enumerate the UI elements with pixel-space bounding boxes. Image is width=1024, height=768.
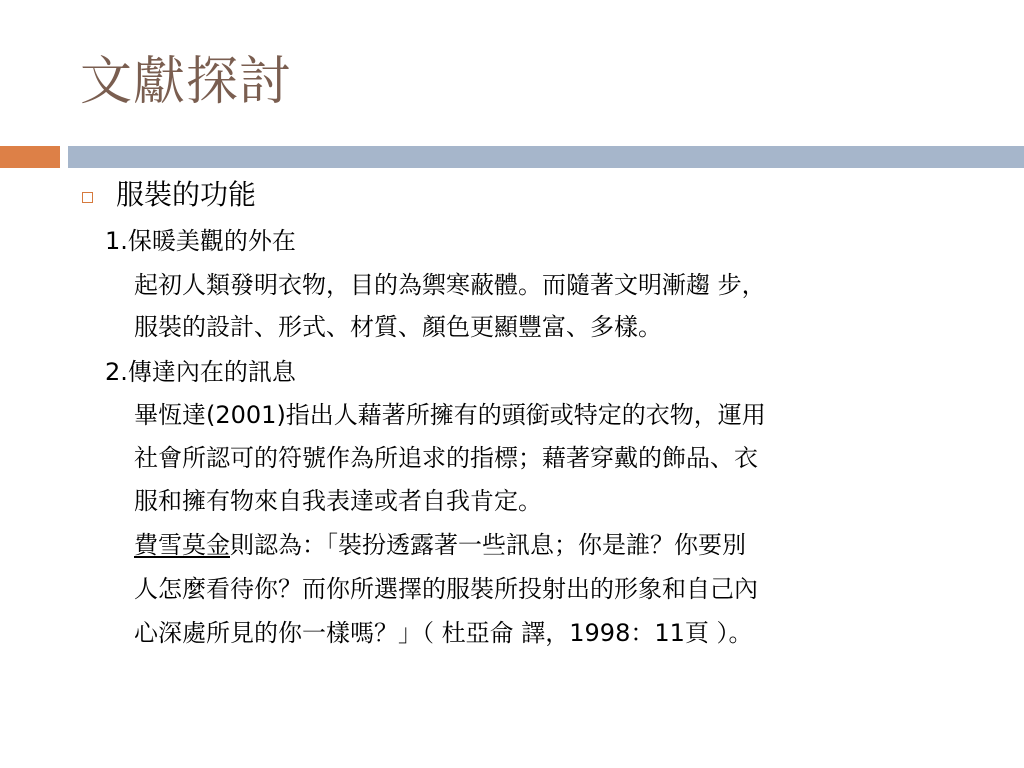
item-2-line-1: 畢恆達(2001)指出人藉著所擁有的頭銜或特定的衣物，運用	[134, 401, 766, 429]
quote-line-3: 心深處所見的你一樣嗎？」（ 杜亞侖 譯，1998：11頁 ）。	[134, 619, 753, 647]
accent-bar-blue	[68, 146, 1024, 168]
slide-title: 文獻探討	[80, 52, 293, 112]
quote-line-2: 人怎麼看待你？而你所選擇的服裝所投射出的形象和自己內	[134, 575, 758, 603]
quote-line-1	[134, 528, 746, 562]
item-2-line-2: 社會所認可的符號作為所追求的指標；藉著穿戴的飾品、衣	[134, 444, 758, 472]
item-2-line-3: 服和擁有物來自我表達或者自我肯定。	[134, 487, 542, 515]
section-heading: 服裝的功能	[116, 178, 257, 211]
accent-bar-orange	[0, 146, 60, 168]
square-bullet-icon	[82, 192, 93, 203]
quote-text-1: 則認為：「裝扮透露著一些訊息；你是誰？你要別	[230, 531, 746, 559]
quote-author: 費雪莫金	[134, 531, 230, 559]
item-1-label: 1.保暖美觀的外在	[105, 227, 296, 255]
item-1-line-1: 起初人類發明衣物，目的為禦寒蔽體。而隨著文明漸趨 步，	[134, 271, 766, 299]
item-1-line-2: 服裝的設計、形式、材質、顏色更顯豐富、多樣。	[134, 313, 662, 341]
item-2-label: 2.傳達內在的訊息	[105, 358, 296, 386]
